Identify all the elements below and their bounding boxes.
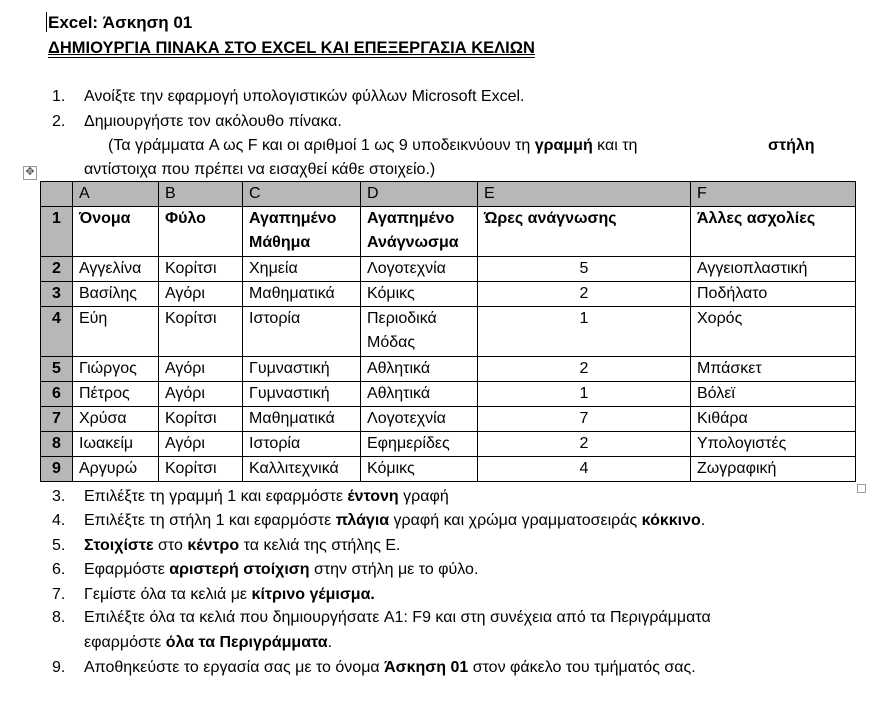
cell: Ζωγραφική — [691, 457, 856, 482]
list-text — [84, 534, 400, 558]
list-text — [84, 509, 705, 533]
cell: Λογοτεχνία — [361, 257, 478, 282]
list-number: 9. — [52, 659, 66, 676]
note-bold-row: γραμμή — [534, 137, 593, 154]
emphasized-text: Στοιχίστε — [84, 537, 154, 554]
text-segment: στην στήλη με το φύλο. — [309, 561, 479, 578]
list-text: Δημιουργήστε τον ακόλουθο πίνακα. — [84, 113, 342, 130]
list-item — [0, 509, 891, 533]
text-segment: . — [327, 634, 333, 651]
table-row — [41, 407, 856, 432]
header-cell: Αγαπημένο Μάθημα — [243, 207, 361, 257]
list-item — [0, 558, 891, 582]
cell: Βόλεϊ — [691, 382, 856, 407]
note-text: και τη — [592, 137, 638, 154]
cell: Γυμναστική — [243, 382, 361, 407]
table-note-line-2: αντίστοιχα που πρέπει να εισαχθεί κάθε στοιχείο.) — [84, 161, 436, 178]
cell: Κόμικς — [361, 282, 478, 307]
list-number: 1. — [52, 88, 66, 105]
row-number: 8 — [41, 432, 73, 457]
text-segment: Επιλέξτε όλα τα κελιά που δημιουργήσατε A1: F9 και στη συνέχεια από τα Περιγράμματα — [84, 609, 711, 626]
row-number: 5 — [41, 357, 73, 382]
list-text — [84, 606, 711, 630]
table-row — [41, 457, 856, 482]
row-number: 3 — [41, 282, 73, 307]
row-number: 9 — [41, 457, 73, 482]
cell: Αγόρι — [159, 382, 243, 407]
text-segment: Αποθηκεύστε το εργασία σας με το όνομα — [84, 659, 385, 676]
cell: 1 — [478, 307, 691, 357]
cell: Χρύσα — [73, 407, 159, 432]
list-number: 4. — [52, 512, 66, 529]
cell: Κιθάρα — [691, 407, 856, 432]
cell: Αργυρώ — [73, 457, 159, 482]
emphasized-text: πλάγια — [335, 512, 390, 529]
text-cursor — [46, 12, 47, 32]
table-row — [41, 282, 856, 307]
text-segment: Εφαρμόστε — [84, 561, 170, 578]
cell: Μαθηματικά — [243, 282, 361, 307]
text-segment: Γεμίστε όλα τα κελιά με — [84, 586, 252, 603]
list-item — [0, 534, 891, 558]
text-segment: Επιλέξτε τη στήλη 1 και εφαρμόστε — [84, 512, 336, 529]
list-item — [0, 485, 891, 509]
cell: Γιώργος — [73, 357, 159, 382]
text-segment: στο — [153, 537, 188, 554]
sample-sheet-table — [40, 181, 856, 482]
document-title: Excel: Άσκηση 01 — [48, 13, 193, 32]
cell: Χημεία — [243, 257, 361, 282]
cell: Αγγελίνα — [73, 257, 159, 282]
cell: 2 — [478, 282, 691, 307]
cell: Μαθηματικά — [243, 407, 361, 432]
column-letters-row — [41, 182, 856, 207]
cell: Γυμναστική — [243, 357, 361, 382]
header-cell: Αγαπημένο Ανάγνωσμα — [361, 207, 478, 257]
document-subtitle: ΔΗΜΙΟΥΡΓΙΑ ΠΙΝΑΚΑ ΣΤΟ EXCEL ΚΑΙ ΕΠΕΞΕΡΓΑΣΙΑ ΚΕΛΙΩΝ — [48, 39, 535, 57]
cell: Πέτρος — [73, 382, 159, 407]
cell: Αγόρι — [159, 282, 243, 307]
list-item — [0, 656, 891, 680]
cell: Εύη — [73, 307, 159, 357]
cell: Αγόρι — [159, 432, 243, 457]
list-item-2 — [0, 110, 891, 134]
table-row — [41, 432, 856, 457]
cell: Χορός — [691, 307, 856, 357]
column-letter: C — [243, 182, 361, 207]
header-cell: Ώρες ανάγνωσης — [478, 207, 691, 257]
row-number: 2 — [41, 257, 73, 282]
text-segment: γραφή — [398, 488, 449, 505]
table-row — [41, 257, 856, 282]
corner-cell — [41, 182, 73, 207]
list-text — [84, 656, 696, 680]
row-number: 4 — [41, 307, 73, 357]
text-segment: τα κελιά της στήλης E. — [239, 537, 401, 554]
cell: Αγγειοπλαστική — [691, 257, 856, 282]
header-cell: Φύλο — [159, 207, 243, 257]
text-segment: Επιλέξτε τη γραμμή 1 και εφαρμόστε — [84, 488, 348, 505]
cell: Ποδήλατο — [691, 282, 856, 307]
list-number: 5. — [52, 537, 66, 554]
cell: 2 — [478, 432, 691, 457]
text-segment: . — [700, 512, 706, 529]
list-item — [0, 606, 891, 630]
cell: Κορίτσι — [159, 257, 243, 282]
note-bold-column: στήλη — [768, 137, 815, 154]
table-note-line-1 — [108, 134, 637, 158]
cell: Αθλητικά — [361, 382, 478, 407]
cell: Περιοδικά Μόδας — [361, 307, 478, 357]
column-letter: F — [691, 182, 856, 207]
list-text — [84, 485, 449, 509]
row-number: 1 — [41, 207, 73, 257]
cell: Κορίτσι — [159, 407, 243, 432]
column-letter: B — [159, 182, 243, 207]
table-row — [41, 357, 856, 382]
cell: Υπολογιστές — [691, 432, 856, 457]
emphasized-text: κέντρο — [187, 537, 240, 554]
cell: Ιστορία — [243, 432, 361, 457]
cell: Ιωακείμ — [73, 432, 159, 457]
header-cell: Άλλες ασχολίες — [691, 207, 856, 257]
cell: Κορίτσι — [159, 307, 243, 357]
list-text — [84, 583, 375, 607]
cell: Μπάσκετ — [691, 357, 856, 382]
table-header-row — [41, 207, 856, 257]
column-letter: D — [361, 182, 478, 207]
column-letter: E — [478, 182, 691, 207]
header-cell: Όνομα — [73, 207, 159, 257]
list-text — [84, 558, 478, 582]
column-letter: A — [73, 182, 159, 207]
row-number: 6 — [41, 382, 73, 407]
cell: Βασίλης — [73, 282, 159, 307]
cell: Κόμικς — [361, 457, 478, 482]
cell: Εφημερίδες — [361, 432, 478, 457]
emphasized-text: όλα τα Περιγράμματα — [165, 634, 328, 651]
cell: 2 — [478, 357, 691, 382]
list-text — [84, 631, 332, 655]
text-segment: γραφή και χρώμα γραμματοσειράς — [389, 512, 642, 529]
cell: 4 — [478, 457, 691, 482]
list-item-1 — [0, 85, 891, 109]
emphasized-text: αριστερή στοίχιση — [169, 561, 310, 578]
emphasized-text: κόκκινο — [641, 512, 701, 529]
cell: Αθλητικά — [361, 357, 478, 382]
list-number: 6. — [52, 561, 66, 578]
cell: 7 — [478, 407, 691, 432]
emphasized-text: κίτρινο γέμισμα. — [251, 586, 375, 603]
text-segment: στον φάκελο του τμήματός σας. — [468, 659, 696, 676]
cell: Ιστορία — [243, 307, 361, 357]
list-number: 7. — [52, 586, 66, 603]
list-number: 2. — [52, 113, 66, 130]
list-number: 3. — [52, 488, 66, 505]
emphasized-text: έντονη — [347, 488, 399, 505]
emphasized-text: Άσκηση 01 — [384, 659, 469, 676]
cell: 5 — [478, 257, 691, 282]
note-text: (Τα γράμματα A ως F και οι αριθμοί 1 ως 9 υποδεικνύουν τη — [108, 137, 535, 154]
cell: Αγόρι — [159, 357, 243, 382]
cell: Κορίτσι — [159, 457, 243, 482]
cell: 1 — [478, 382, 691, 407]
list-item — [0, 583, 891, 607]
list-number: 8. — [52, 609, 66, 626]
table-row — [41, 382, 856, 407]
table-move-handle-icon[interactable]: ✥ — [23, 166, 37, 180]
table-row — [41, 307, 856, 357]
list-item — [0, 631, 891, 655]
cell: Καλλιτεχνικά — [243, 457, 361, 482]
row-number: 7 — [41, 407, 73, 432]
text-segment: εφαρμόστε — [84, 634, 166, 651]
cell: Λογοτεχνία — [361, 407, 478, 432]
list-text: Ανοίξτε την εφαρμογή υπολογιστικών φύλλων Microsoft Excel. — [84, 88, 525, 105]
